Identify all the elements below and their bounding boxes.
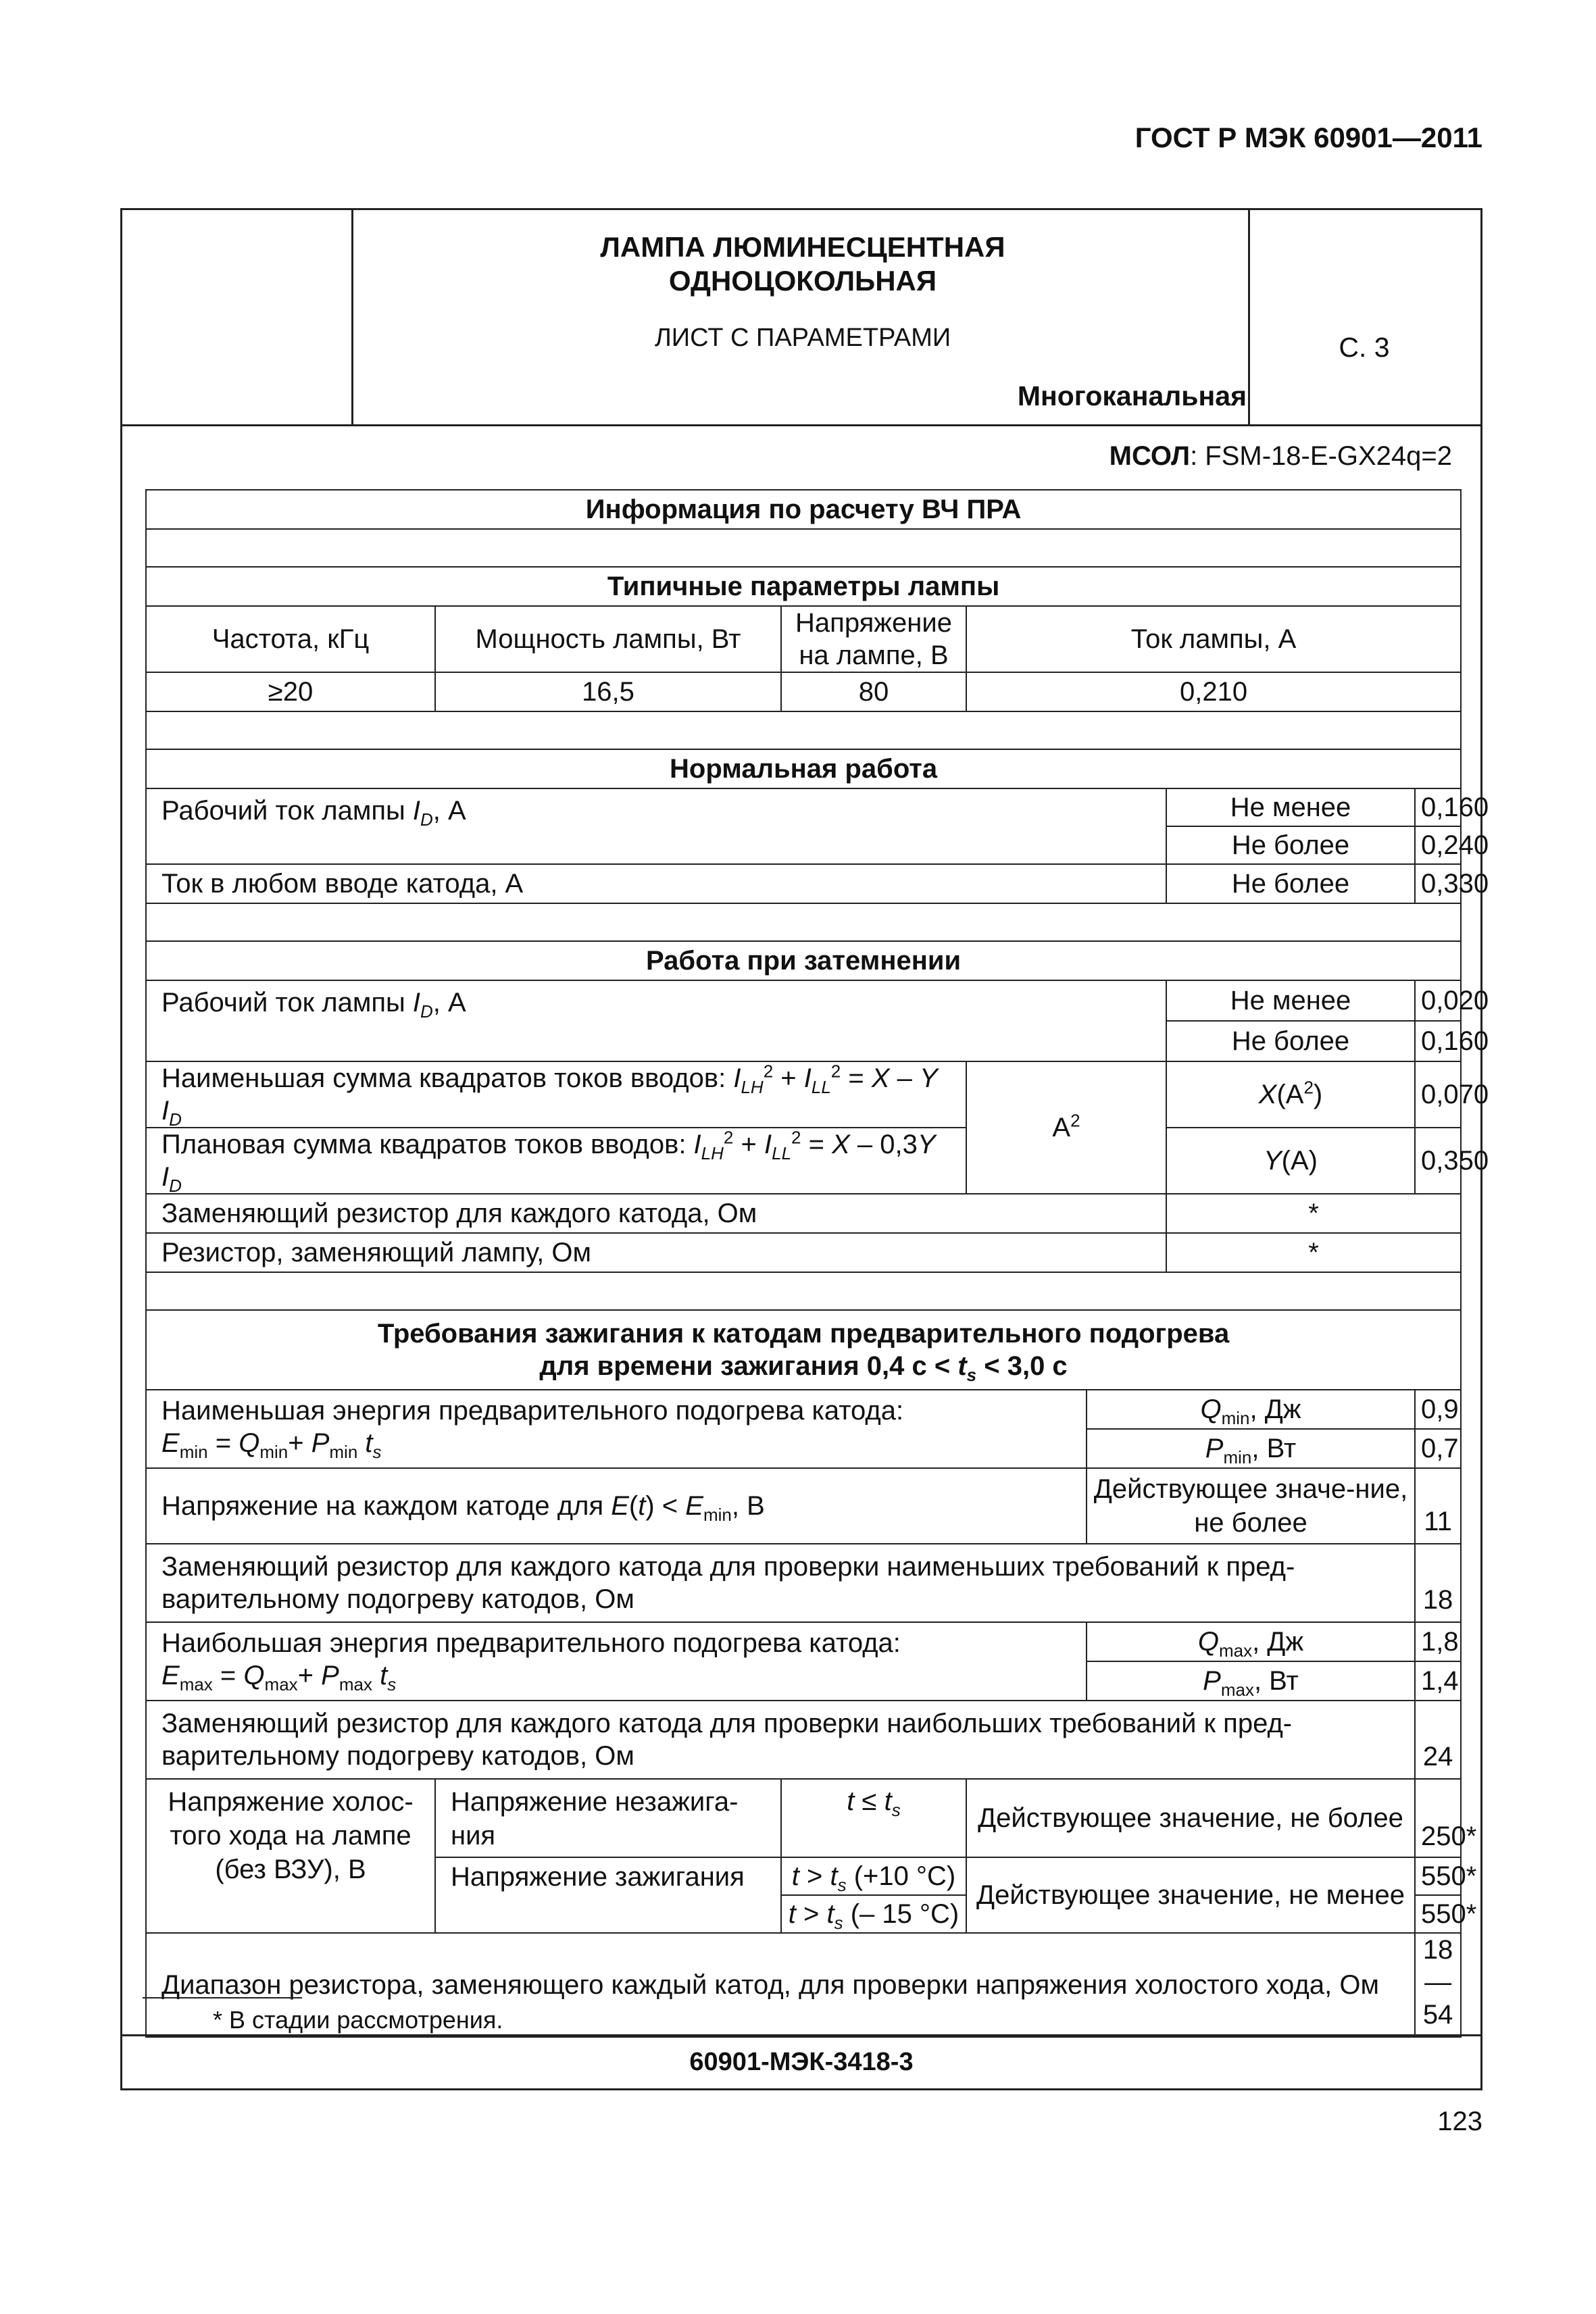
normal-current-min: 0,160 xyxy=(1415,788,1461,826)
table-row xyxy=(146,903,1461,941)
ocv-label: Напряжение холос-того хода на лампе (без ВЗУ), В xyxy=(146,1779,435,1933)
standard-code: ГОСТ Р МЭК 60901—2011 xyxy=(1134,122,1482,153)
y-label: Y(А) xyxy=(1166,1128,1415,1194)
footnote-rule xyxy=(143,1997,302,1998)
effective-not-less-ocv: Действующее значение, не менее xyxy=(966,1857,1415,1933)
sheet-frame xyxy=(120,208,1489,2090)
p-min-label: $P_{min}$, Вт xyxy=(1087,1429,1415,1468)
table-row xyxy=(146,788,1461,826)
limit-label: Не более xyxy=(1166,1021,1415,1061)
subst-min-value: 18 xyxy=(1415,1544,1461,1622)
parameters-table xyxy=(145,489,1489,2038)
table-row xyxy=(146,490,1461,529)
lamp-title xyxy=(353,230,1252,298)
subst-lamp-value: * xyxy=(1166,1233,1461,1272)
section-normal: Нормальная работа xyxy=(146,749,1461,788)
table-row xyxy=(146,672,1461,711)
non-ignition-label: Напряжение незажига-ния xyxy=(435,1779,781,1857)
header-frequency: Частота, кГц xyxy=(146,606,435,672)
table-row xyxy=(146,1779,1461,1857)
q-min-label: $Q_{min}$, Дж xyxy=(1087,1390,1415,1429)
sheet-header xyxy=(122,210,1480,426)
header-voltage: Напряжение на лампе, В xyxy=(781,606,966,672)
x-label: $X(А^2)$ xyxy=(1166,1061,1415,1128)
lamp-designation: МСОЛ: FSM-18-E-GX24q=2 xyxy=(1109,441,1452,471)
voltage-each-value: 11 xyxy=(1415,1468,1461,1544)
normal-current-max: 0,240 xyxy=(1415,826,1461,864)
subst-max-check-label: Заменяющий резистор для каждого катода для проверки наибольших требований к пред-варительному подогреву катодов, Ом xyxy=(146,1701,1415,1779)
range-resistor-value: 18—54 xyxy=(1415,1933,1461,2037)
table-row xyxy=(146,1233,1461,1272)
section-dimming: Работа при затемнении xyxy=(146,941,1461,980)
table-row xyxy=(146,980,1461,1021)
table-row xyxy=(146,1128,1461,1194)
subst-max-value: 24 xyxy=(1415,1701,1461,1779)
dim-working-current-label: Рабочий ток лампы $I_D$, А xyxy=(146,980,1166,1061)
value-frequency: ≥20 xyxy=(146,672,435,711)
table-row xyxy=(146,1194,1461,1233)
t-le-ts: $t \le t_s$ xyxy=(781,1779,966,1857)
ocv-ignition-plus10-value: 550* xyxy=(1415,1857,1461,1895)
table-row xyxy=(146,864,1461,903)
effective-not-more-ocv: Действующее значение, не более xyxy=(966,1779,1415,1857)
header-right-cell xyxy=(1248,210,1480,424)
limit-label: Не менее xyxy=(1166,788,1415,826)
cathode-current-label: Ток в любом вводе катода, А xyxy=(146,864,1166,903)
table-row xyxy=(146,1061,1461,1128)
header-left-cell xyxy=(122,210,353,424)
ignition-label: Напряжение зажигания xyxy=(435,1857,781,1933)
header-current: Ток лампы, А xyxy=(966,606,1461,672)
title-line-1: ЛАМПА ЛЮМИНЕСЦЕНТНАЯ xyxy=(600,231,1005,263)
section-hf-calc: Информация по расчету ВЧ ПРА xyxy=(146,490,1461,529)
sheet-page: С. 3 xyxy=(1339,332,1390,363)
table-row xyxy=(146,1622,1461,1661)
q-max-value: 1,8 xyxy=(1415,1622,1461,1661)
table-row xyxy=(146,941,1461,980)
q-max-label: $Q_{max}$, Дж xyxy=(1087,1622,1415,1661)
page-number: 123 xyxy=(1437,2107,1482,2136)
value-voltage: 80 xyxy=(781,672,966,711)
p-max-label: $P_{max}$, Вт xyxy=(1087,1661,1415,1701)
plan-sum-label: Плановая сумма квадратов токов вводов: $I_{LH}^2 + I_{LL}^2 = X - 0,3Y$ $I_D$ xyxy=(146,1128,966,1194)
range-resistor-label: Диапазон резистора, заменяющего каждый катод, для проверки напряжения холостого хода, Ом xyxy=(146,1933,1415,2037)
subst-lamp-label: Резистор, заменяющий лампу, Ом xyxy=(146,1233,1166,1272)
table-row xyxy=(146,606,1461,672)
voltage-each-label: Напряжение на каждом катоде для $E(t) < E_{min}$, В xyxy=(146,1468,1087,1544)
unit-a2: $А^2$ xyxy=(966,1061,1166,1194)
preheat-min-label: Наименьшая энергия предварительного подогрева катода: $E_{min} = Q_{min}+ P_{min}$ $t_s$ xyxy=(146,1390,1087,1468)
limit-label: Не более xyxy=(1166,826,1415,864)
table-row xyxy=(146,1310,1461,1390)
p-min-value: 0,7 xyxy=(1415,1429,1461,1468)
value-power: 16,5 xyxy=(435,672,781,711)
table-row xyxy=(146,567,1461,606)
t-gt-ts-plus10: $t > t_s$ (+10 °C) xyxy=(781,1857,966,1895)
subst-cathode-value: * xyxy=(1166,1194,1461,1233)
subst-min-check-label: Заменяющий резистор для каждого катода для проверки наименьших требований к пред-варительному подогреву катодов, Ом xyxy=(146,1544,1415,1622)
table-row xyxy=(146,711,1461,749)
cathode-current-max: 0,330 xyxy=(1415,864,1461,903)
table-row xyxy=(146,1272,1461,1310)
limit-label: Не более xyxy=(1166,864,1415,903)
footnote: * В стадии рассмотрения. xyxy=(213,2006,503,2034)
normal-working-current-label: Рабочий ток лампы $I_D$, А xyxy=(146,788,1166,864)
title-line-2: ОДНОЦОКОЛЬНАЯ xyxy=(668,265,937,297)
lamp-subtype: Многоканальная xyxy=(1017,380,1247,411)
preheat-max-label: Наибольшая энергия предварительного подогрева катода: $E_{max} = Q_{max}+ P_{max}$ $t_s$ xyxy=(146,1622,1087,1701)
p-max-value: 1,4 xyxy=(1415,1661,1461,1701)
x-value: 0,070 xyxy=(1415,1061,1461,1128)
dim-current-min: 0,020 xyxy=(1415,980,1461,1021)
ocv-non-ignition-value: 250* xyxy=(1415,1779,1461,1857)
subst-cathode-label: Заменяющий резистор для каждого катода, Ом xyxy=(146,1194,1166,1233)
table-row xyxy=(146,1544,1461,1622)
limit-label: Не менее xyxy=(1166,980,1415,1021)
t-gt-ts-minus15: $t > t_s$ (– 15 °C) xyxy=(781,1895,966,1933)
dim-current-max: 0,160 xyxy=(1415,1021,1461,1061)
effective-not-more-label: Действующее значе-ние, не более xyxy=(1087,1468,1415,1544)
min-sum-label: Наименьшая сумма квадратов токов вводов: $I_{LH}^2 + I_{LL}^2 = X - Y$ $I_D$ xyxy=(146,1061,966,1128)
sheet-label: ЛИСТ С ПАРАМЕТРАМИ xyxy=(654,324,951,352)
section-ignition: Требования зажигания к катодам предварительного подогрева для времени зажигания 0,4 $с < t_s < 3,0$ с xyxy=(146,1310,1461,1390)
header-power: Мощность лампы, Вт xyxy=(435,606,781,672)
table-row xyxy=(146,1468,1461,1544)
y-value: 0,350 xyxy=(1415,1128,1461,1194)
table-row xyxy=(146,529,1461,567)
ocv-ignition-minus15-value: 550* xyxy=(1415,1895,1461,1933)
section-typical: Типичные параметры лампы xyxy=(146,567,1461,606)
value-current: 0,210 xyxy=(966,672,1461,711)
table-row xyxy=(146,1390,1461,1429)
table-row xyxy=(146,1701,1461,1779)
q-min-value: 0,9 xyxy=(1415,1390,1461,1429)
sheet-footer-code: 60901-МЭК-3418-3 xyxy=(122,2034,1480,2088)
table-row xyxy=(146,749,1461,788)
